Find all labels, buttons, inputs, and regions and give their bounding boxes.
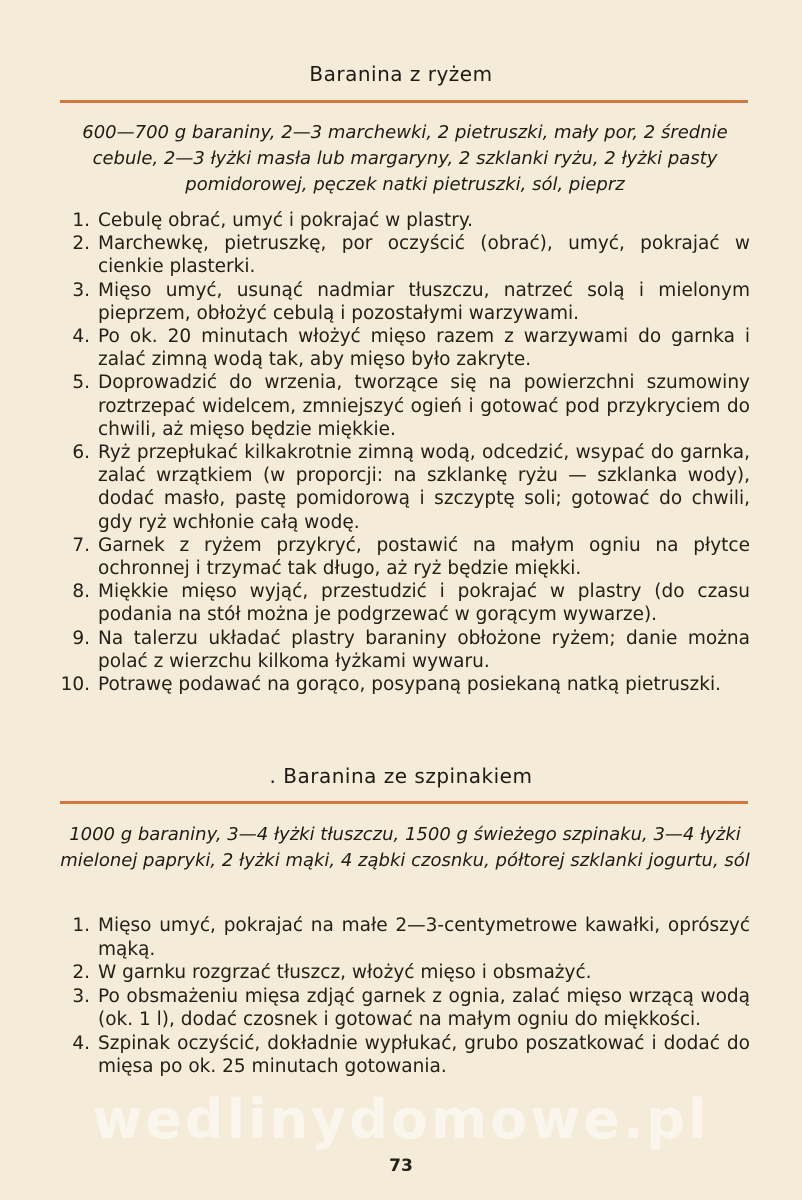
step-number: 3. xyxy=(72,985,90,1007)
step-number: 7. xyxy=(72,534,90,556)
step-text: Potrawę podawać na gorąco, posypaną posiekaną natką pietruszki. xyxy=(98,674,722,696)
steps-list xyxy=(60,914,750,1079)
step-text: Doprowadzić do wrzenia, tworzące się na powierzchni szumowiny roztrzepać widelcem, zmniejszyć ogień i gotować pod przykryciem do chwili, aż mięso będzie miękkie. xyxy=(98,372,750,440)
step-number: 5. xyxy=(72,372,90,394)
title-rule xyxy=(60,100,748,103)
step-item xyxy=(60,441,750,534)
step-text: Garnek z ryżem przykryć, postawić na małym ogniu na płytce ochronnej i trzymać tak długo, aż ryż będzie miękki. xyxy=(98,534,750,580)
step-text: W garnku rozgrzać tłuszcz, włożyć mięso i obsmażyć. xyxy=(98,962,592,983)
step-text: Mięso umyć, pokrajać na małe 2—3-centymetrowe kawałki, oprószyć mąką. xyxy=(98,915,750,960)
step-number: 2. xyxy=(72,962,90,983)
step-item xyxy=(60,961,750,985)
step-number: 2. xyxy=(72,233,90,255)
step-text: Ryż przepłukać kilkakrotnie zimną wodą, odcedzić, wsypać do garnka, zalać wrzątkiem (w proporcji: na szklankę ryżu — szklanka wody), dodać masło, pastę pomidorową i szczyptę soli; gotować do chwili, gdy ryż wchłonie całą wodę. xyxy=(98,442,750,533)
step-text: Mięso umyć, usunąć nadmiar tłuszczu, natrzeć solą i mielonym pieprzem, obłożyć cebulą i pozostałymi warzywami. xyxy=(98,279,750,324)
step-item xyxy=(60,325,750,371)
title-rule xyxy=(60,801,748,804)
step-item xyxy=(60,627,750,673)
step-number: 3. xyxy=(72,279,90,301)
step-number: 4. xyxy=(72,326,90,348)
ingredients-list: 1000 g baraniny, 3—4 łyżki tłuszczu, 1500 g świeżego szpinaku, 3—4 łyżki mielonej papryki, 2 łyżki mąki, 4 ząbki czosnku, półtorej szklanki jogurtu, sól xyxy=(60,824,750,871)
step-number: 4. xyxy=(72,1032,90,1054)
step-text: Marchewkę, pietruszkę, por oczyścić (obrać), umyć, pokrajać w cienkie plasterki. xyxy=(98,233,750,278)
page-number: 73 xyxy=(389,1156,413,1176)
step-number: 6. xyxy=(72,442,90,464)
step-text: Na talerzu układać plastry baraniny obłożone ryżem; danie można polać z wierzchu kilkoma łyżkami wywaru. xyxy=(98,627,750,672)
step-item xyxy=(60,580,750,626)
recipe-title: Baranina z ryżem xyxy=(309,62,493,86)
step-number: 8. xyxy=(72,581,90,603)
step-item xyxy=(60,371,750,441)
step-text: Cebulę obrać, umyć i pokrajać w plastry. xyxy=(98,210,474,231)
step-item xyxy=(60,232,750,278)
ingredients-list: 600—700 g baraniny, 2—3 marchewki, 2 pietruszki, mały por, 2 średnie cebule, 2—3 łyżki masła lub margaryny, 2 szklanki ryżu, 2 łyżki pasty pomidorowej, pęczek natki pietruszki, sól, pieprz xyxy=(82,122,728,195)
step-item xyxy=(60,1032,750,1079)
watermark: wedlinydomowe.pl xyxy=(92,1088,710,1151)
step-number: 1. xyxy=(72,210,90,231)
step-item xyxy=(60,279,750,325)
step-number: 1. xyxy=(72,915,90,936)
step-item xyxy=(60,914,750,961)
step-item xyxy=(60,673,750,696)
step-item xyxy=(60,534,750,580)
step-text: Miękkie mięso wyjąć, przestudzić i pokrajać w plastry (do czasu podania na stół można je podgrzewać w gorącym wywarze). xyxy=(98,581,750,626)
step-text: Szpinak oczyścić, dokładnie wypłukać, grubo poszatkować i dodać do mięsa po ok. 25 minutach gotowania. xyxy=(98,1032,750,1077)
steps-list xyxy=(60,209,750,696)
step-number: 9. xyxy=(72,627,90,649)
recipe-title: . Baranina ze szpinakiem xyxy=(269,764,533,788)
step-item xyxy=(60,985,750,1032)
step-text: Po ok. 20 minutach włożyć mięso razem z warzywami do garnka i zalać zimną wodą tak, aby mięso było zakryte. xyxy=(98,326,750,371)
step-number: 10. xyxy=(60,674,90,696)
step-text: Po obsmażeniu mięsa zdjąć garnek z ognia, zalać mięso wrzącą wodą (ok. 1 l), dodać czosnek i gotować na małym ogniu do miękkości. xyxy=(98,985,750,1030)
step-item xyxy=(60,209,750,232)
